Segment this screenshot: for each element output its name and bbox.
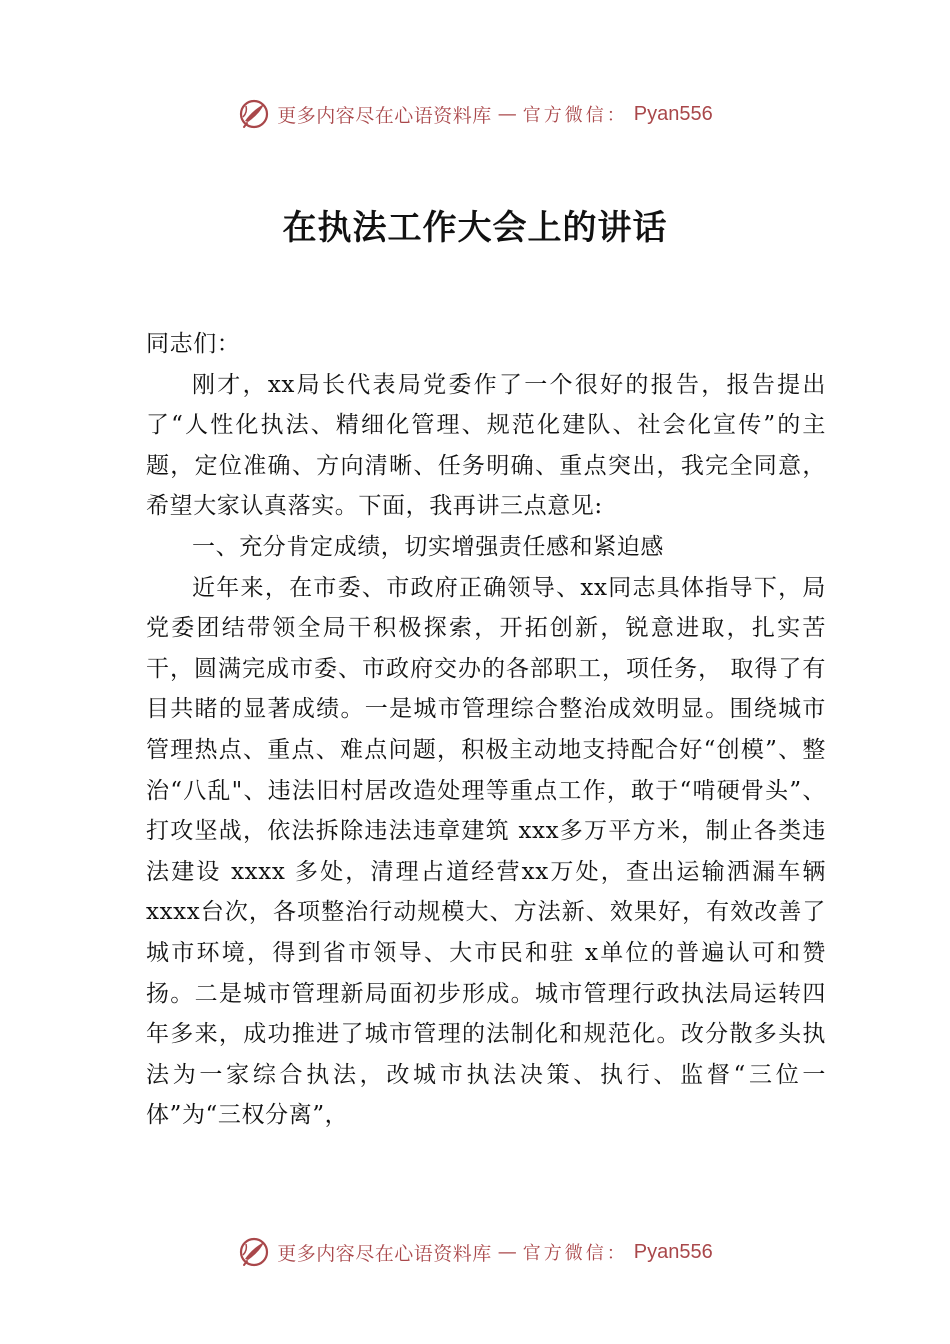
watermark-label: 官方微信： xyxy=(522,105,628,126)
section-heading: 一、充分肯定成绩，切实增强责任感和紧迫感 xyxy=(192,533,664,560)
watermark-wechat-id: Pyan556 xyxy=(633,1240,713,1263)
watermark-wechat-id: Pyan556 xyxy=(633,102,713,125)
watermark-text: 更多内容尽在心语资料库 xyxy=(277,1242,492,1265)
quill-pen-logo-icon xyxy=(237,1235,271,1269)
document-title: 在执法工作大会上的讲话 xyxy=(282,208,668,248)
salutation: 同志们： xyxy=(146,331,241,357)
header-watermark xyxy=(0,94,950,134)
footer-watermark xyxy=(0,1232,950,1272)
quill-pen-logo-icon xyxy=(237,97,271,131)
paragraph: 刚才，xx局长代表局党委作了一个很好的报告，报告提出了“人性化执法、精细化管理、规范化建队、社会化宣传”的主题，定位准确、方向清晰、任务明确、重点突出，我完全同意，希望大家认真落实。下面，我再讲三点意见: xyxy=(146,371,826,520)
paragraph: 近年来，在市委、市政府正确领导、xx同志具体指导下，局党委团结带领全局干积极探索，开拓创新，锐意进取，扎实苦干，圆满完成市委、市政府交办的各部职工，项任务， 取得了有目共睹的显著成绩。一是城市管理综合整治成效明显。围绕城市管理热点、重点、难点问题，积极主动地支持配合好“创模”、整治“八乱"、违法旧村居改造处理等重点工作，敢于“啃硬骨头”、打攻坚战，依法拆除违法违章建筑 xxx多万平方米，制止各类违法建设 xxxx 多处，清理占道经营xx万处，查出运输洒漏车辆 xxxx台次，各项整治行动规模大、方法新、效果好，有效改善了城市环境，得到省市领导、大市民和驻 x单位的普遍认可和赞扬。二是城市管理新局面初步形成。城市管理行政执法局运转四年多来，成功推进了城市管理的法制化和规范化。改分散多头执法为一家综合执法，改城市执法决策、执行、监督“三位一体”为“三权分离”， xyxy=(146,574,826,1129)
watermark-text: 更多内容尽在心语资料库 xyxy=(277,104,492,127)
watermark-label: 官方微信： xyxy=(522,1243,628,1264)
watermark-dash: — xyxy=(497,1241,517,1263)
document-body xyxy=(146,324,826,1136)
watermark-dash: — xyxy=(497,103,517,125)
